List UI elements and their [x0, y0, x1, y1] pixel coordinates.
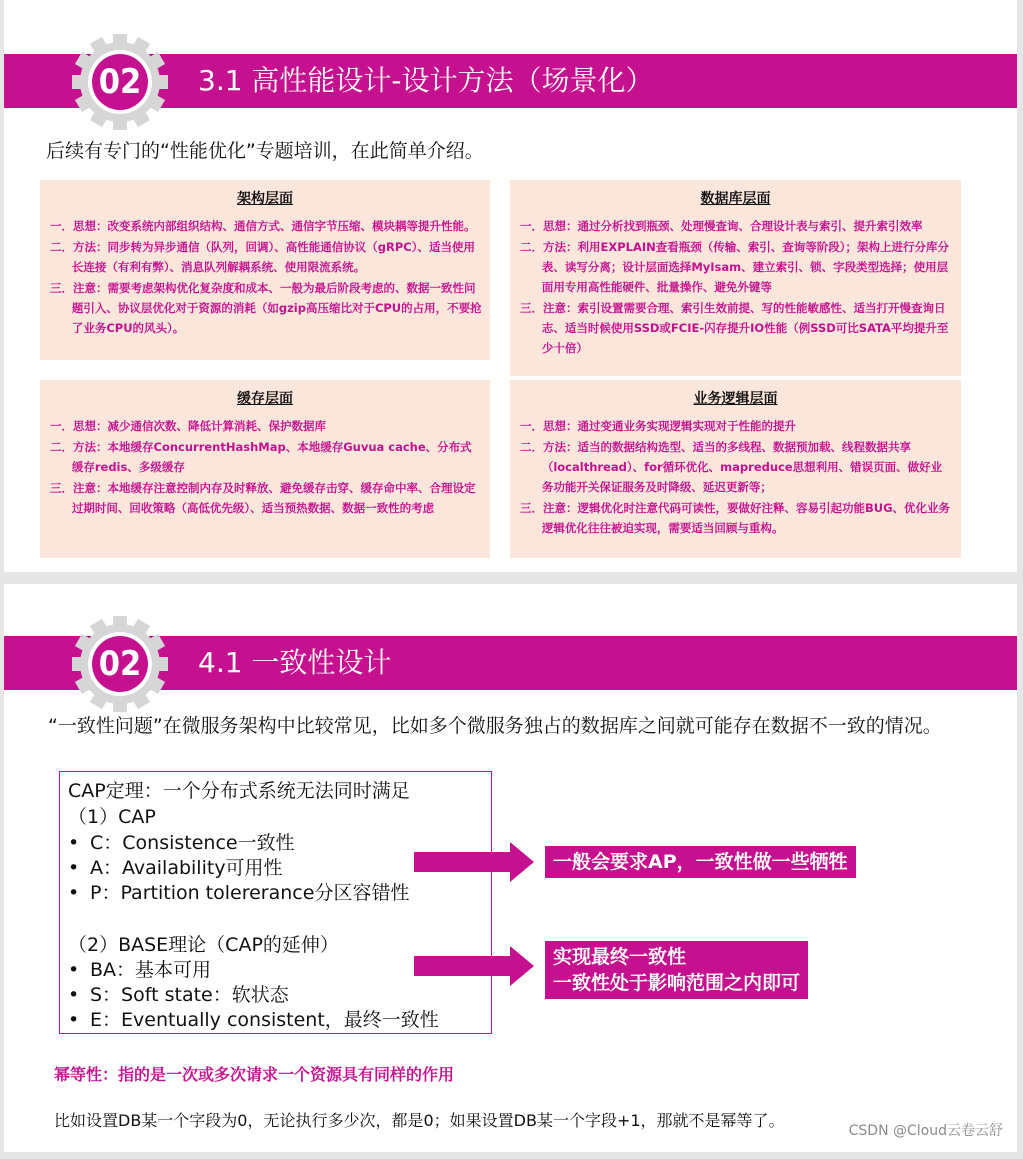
panel-title: 缓存层面 — [237, 391, 293, 407]
list-item — [68, 955, 211, 982]
watermark: CSDN @Cloud云卷云舒 — [848, 1123, 1003, 1139]
base-item-ba: BA：基本可用 — [90, 959, 212, 981]
slide-consistency-design — [4, 584, 1017, 1152]
base-item-e: E：Eventually consistent，最终一致性 — [90, 1009, 439, 1031]
bullet: • — [68, 882, 80, 904]
callout-ap: 一般会要求AP，一致性做一些牺牲 — [545, 846, 856, 878]
panel-item: 二．方法：本地缓存ConcurrentHashMap、本地缓存Guvua cache、分布式缓存redis、多级缓存 — [50, 440, 472, 474]
panel-item: 一．思想：改变系统内部组织结构、通信方式、通信字节压缩、模块耦等提升性能。 — [50, 219, 476, 233]
base-subheading: （2）BASE理论（CAP的延伸） — [68, 934, 339, 956]
cap-theorem-box — [59, 771, 492, 1034]
slide-title: 4.1 一致性设计 — [198, 646, 392, 679]
panel-database — [510, 180, 961, 376]
panel-architecture — [40, 180, 490, 360]
cap-heading: CAP定理：一个分布式系统无法同时满足 — [68, 780, 410, 802]
idempotent-description: 比如设置DB某一个字段为0，无论执行多少次，都是0；如果设置DB某一个字段+1，那就不是幂等了。 — [54, 1111, 785, 1130]
idempotent-title: 幂等性：指的是一次或多次请求一个资源具有同样的作用 — [54, 1065, 455, 1084]
panel-item: 三．注意：需要考虑架构优化复杂度和成本、一般为最后阶段考虑的、数据一致性问题引入、协议层优化对于资源的消耗（如gzip高压缩比对于CPU的占用，不要抢了业务CPU的风头）。 — [50, 281, 482, 335]
panel-item: 二．方法：适当的数据结构选型、适当的多线程、数据预加载、线程数据共享（localthread）、for循环优化、mapreduce思想利用、错误页面、做好业务功能开关保证服务及时降级、延迟更新等； — [520, 440, 943, 494]
bullet: • — [68, 832, 80, 854]
cap-item-c: C：Consistence一致性 — [90, 832, 295, 854]
gear-badge-icon — [70, 614, 170, 714]
callout-base — [545, 941, 808, 999]
panel-item: 一．思想：通过变通业务实现逻辑实现对于性能的提升 — [520, 419, 796, 433]
slide-title: 3.1 高性能设计-设计方法（场景化） — [198, 64, 654, 97]
list-item — [68, 980, 289, 1007]
panel-title: 数据库层面 — [700, 191, 771, 207]
list-item — [68, 828, 295, 855]
cap-item-p: P：Partition tolererance分区容错性 — [90, 882, 410, 904]
list-item — [68, 1005, 439, 1032]
section-number: 02 — [98, 644, 142, 684]
panel-item: 三．注意：索引设置需要合理、索引生效前提、写的性能敏感性、适当打开慢查询日志、适当时候使用SSD或FCIE-闪存提升IO性能（例SSD可比SATA平均提升至少十倍） — [520, 301, 949, 355]
cap-item-a: A：Availability可用性 — [90, 857, 283, 879]
right-arrow-icon — [414, 842, 534, 882]
slide-performance-design — [4, 0, 1017, 572]
bullet: • — [68, 1009, 80, 1031]
panel-item: 一．思想：减少通信次数、降低计算消耗、保护数据库 — [50, 419, 326, 433]
gear-badge-icon — [70, 32, 170, 132]
callout-line: 一致性处于影响范围之内即可 — [553, 972, 801, 994]
panel-item: 一．思想：通过分析找到瓶颈、处理慢查询、合理设计表与索引、提升索引效率 — [520, 219, 923, 233]
bullet: • — [68, 857, 80, 879]
bullet: • — [68, 959, 80, 981]
panel-cache — [40, 380, 490, 558]
intro-text: 后续有专门的“性能优化”专题培训，在此简单介绍。 — [46, 140, 484, 162]
list-item — [68, 853, 283, 880]
panel-item: 二．方法：同步转为异步通信（队列，回调）、高性能通信协议（gRPC）、适当使用长连接（有利有弊）、消息队列解耦系统、使用限流系统。 — [50, 240, 475, 274]
intro-text: “一致性问题”在微服务架构中比较常见，比如多个微服务独占的数据库之间就可能存在数据不一致的情况。 — [48, 715, 942, 737]
panel-item: 三．注意：本地缓存注意控制内存及时释放、避免缓存击穿、缓存命中率、合理设定过期时间、回收策略（高低优先级）、适当预热数据、数据一致性的考虑 — [50, 481, 476, 515]
panel-title: 架构层面 — [237, 191, 293, 207]
base-item-s: S：Soft state：软状态 — [90, 984, 289, 1006]
cap-subheading: （1）CAP — [68, 806, 156, 828]
section-number: 02 — [98, 62, 142, 102]
panel-business-logic — [510, 380, 961, 558]
panel-item: 二．方法：利用EXPLAIN查看瓶颈（传输、索引、查询等阶段）；架构上进行分库分表、读写分离；设计层面选择MyIsam、建立索引、锁、字段类型选择；使用层面用专用高性能硬件、批量操作、避免外键等 — [520, 240, 950, 294]
panel-title: 业务逻辑层面 — [693, 391, 778, 407]
bullet: • — [68, 984, 80, 1006]
list-item — [68, 878, 409, 905]
right-arrow-icon — [414, 946, 534, 986]
panel-item: 三．注意：逻辑优化时注意代码可读性，要做好注释、容易引起功能BUG、优化业务逻辑优化往往被迫实现，需要适当回顾与重构。 — [520, 501, 951, 535]
callout-line: 实现最终一致性 — [553, 946, 687, 968]
